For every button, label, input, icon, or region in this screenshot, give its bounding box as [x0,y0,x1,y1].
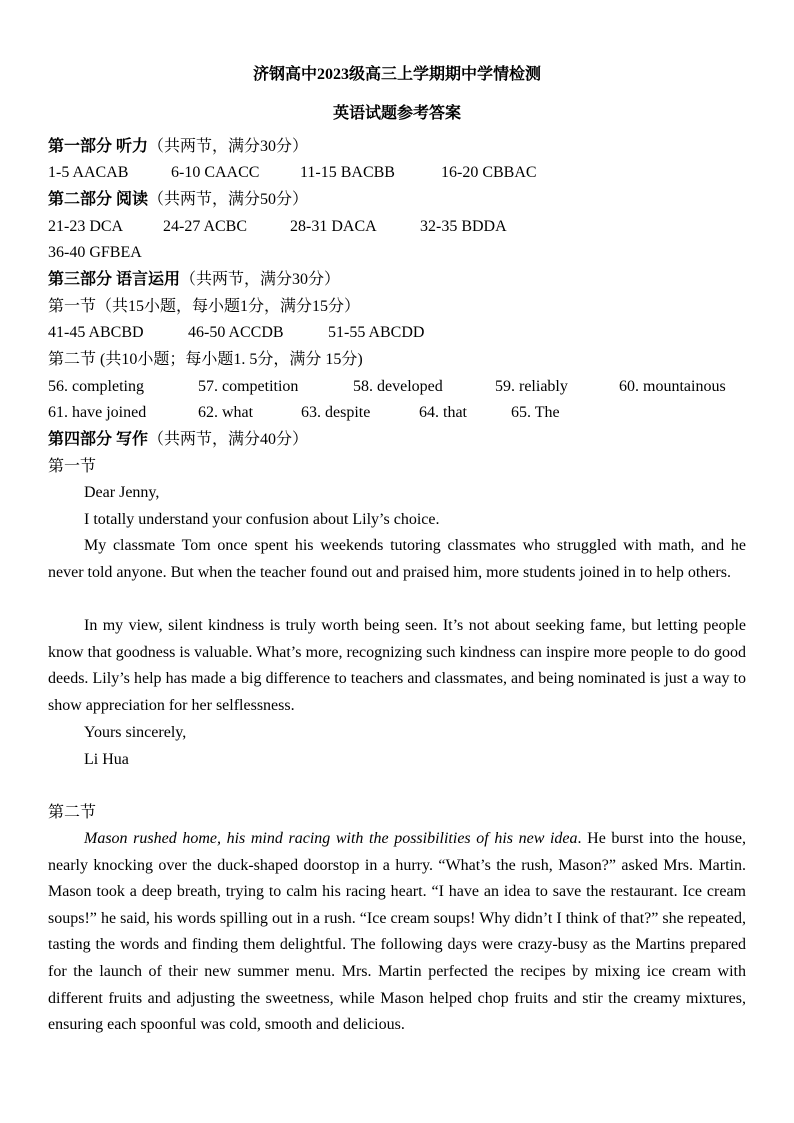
answer-group: 41-45 ABCBD [48,324,144,341]
part3-heading-bold: 第三部分 语言运用 [48,271,181,288]
part1-heading-rest: （共两节，满分30分） [148,138,309,155]
part2-answers-line2: 36-40 GFBEA [48,244,142,261]
answer-item: 64. that [419,404,467,421]
answer-item: 60. mountainous [619,378,726,395]
document-subtitle: 英语试题参考答案 [332,105,461,122]
answer-group: 11-15 BACBB [300,164,395,181]
answer-group: 24-27 ACBC [163,218,248,235]
story-rest: . He burst into the house, nearly knocking over the duck-shaped doorstop in a hurry. “What’s the rush, Mason?” asked Mrs. Martin. Mason took a deep breath, trying to calm his racing heart. “I have an idea to save the restaurant. Ice cream soups!” he said, his words spilling out in a rush. “Ice cream soups! Why didn’t I think of that?” she repeated, tasting the words and finding them delightful. The following days were crazy-busy as the Martins prepared for the launch of their new summer menu. Mrs. Martin perfected the recipes by mixing ice cream with different fruits and adjusting the sweetness, while Mason helped chop fruits and stir the creamy mixtures, ensuring each spoonful was cold, smooth and delicious. [48,830,746,1034]
part3-heading-rest: （共两节，满分30分） [180,271,341,288]
answer-group: 32-35 BDDA [420,218,507,235]
answer-group: 6-10 CAACC [171,164,260,181]
answer-item: 61. have joined [48,404,147,421]
answer-item: 62. what [198,404,254,421]
answer-group: 46-50 ACCDB [188,324,284,341]
part2-heading-bold: 第二部分 阅读 [48,191,149,208]
part2-heading-rest: （共两节，满分50分） [148,191,309,208]
answer-item: 57. competition [198,378,299,395]
part4-heading-bold: 第四部分 写作 [48,431,149,448]
letter-closing: Yours sincerely, [84,724,187,741]
part4-section1-label: 第一节 [48,458,97,475]
answer-group: 51-55 ABCDD [328,324,425,341]
part3-heading [48,270,340,290]
answer-group: 16-20 CBBAC [441,164,537,181]
answer-group: 28-31 DACA [290,218,377,235]
story-paragraph [48,826,746,1039]
answer-item: 58. developed [353,378,443,395]
letter-paragraph-2-text: My classmate Tom once spent his weekends tutoring classmates who struggled with math, and he never told anyone. But when the teacher found out and praised him, more students joined in to help others. [48,537,746,581]
letter-paragraph-3 [48,613,746,719]
part4-section2-label: 第二节 [48,804,97,821]
part2-heading [48,190,308,210]
answer-item: 63. despite [301,404,371,421]
part4-heading [48,430,308,450]
part4-heading-rest: （共两节，满分40分） [148,431,309,448]
answer-group: 1-5 AACAB [48,164,129,181]
letter-greeting: Dear Jenny, [84,484,160,501]
letter-paragraph-2 [48,533,746,586]
part1-heading [48,137,308,157]
letter-paragraph-3-text: In my view, silent kindness is truly worth being seen. It’s not about seeking fame, but letting people know that goodness is valuable. What’s more, recognizing such kindness can inspire more people to do good deeds. Lily’s help has made a big difference to teachers and classmates, and being nominated is just a way to show appreciation for her selflessness. [48,617,746,714]
part3-section1-heading: 第一节（共15小题，每小题1分，满分15分） [48,298,361,315]
letter-paragraph-1: I totally understand your confusion about Lily’s choice. [84,511,440,528]
answer-item: 59. reliably [495,378,568,395]
story-italic-start: Mason rushed home, his mind racing with the possibilities of his new idea [84,830,578,847]
answer-item: 56. completing [48,378,144,395]
part1-heading-bold: 第一部分 听力 [48,138,149,155]
answer-item: 65. The [511,404,560,421]
document-title: 济钢高中2023级高三上学期期中学情检测 [252,66,541,83]
answer-group: 21-23 DCA [48,218,124,235]
part3-section2-heading: 第二节 (共10小题；每小题1. 5分，满分 15分) [48,351,363,368]
letter-signature: Li Hua [84,751,129,768]
